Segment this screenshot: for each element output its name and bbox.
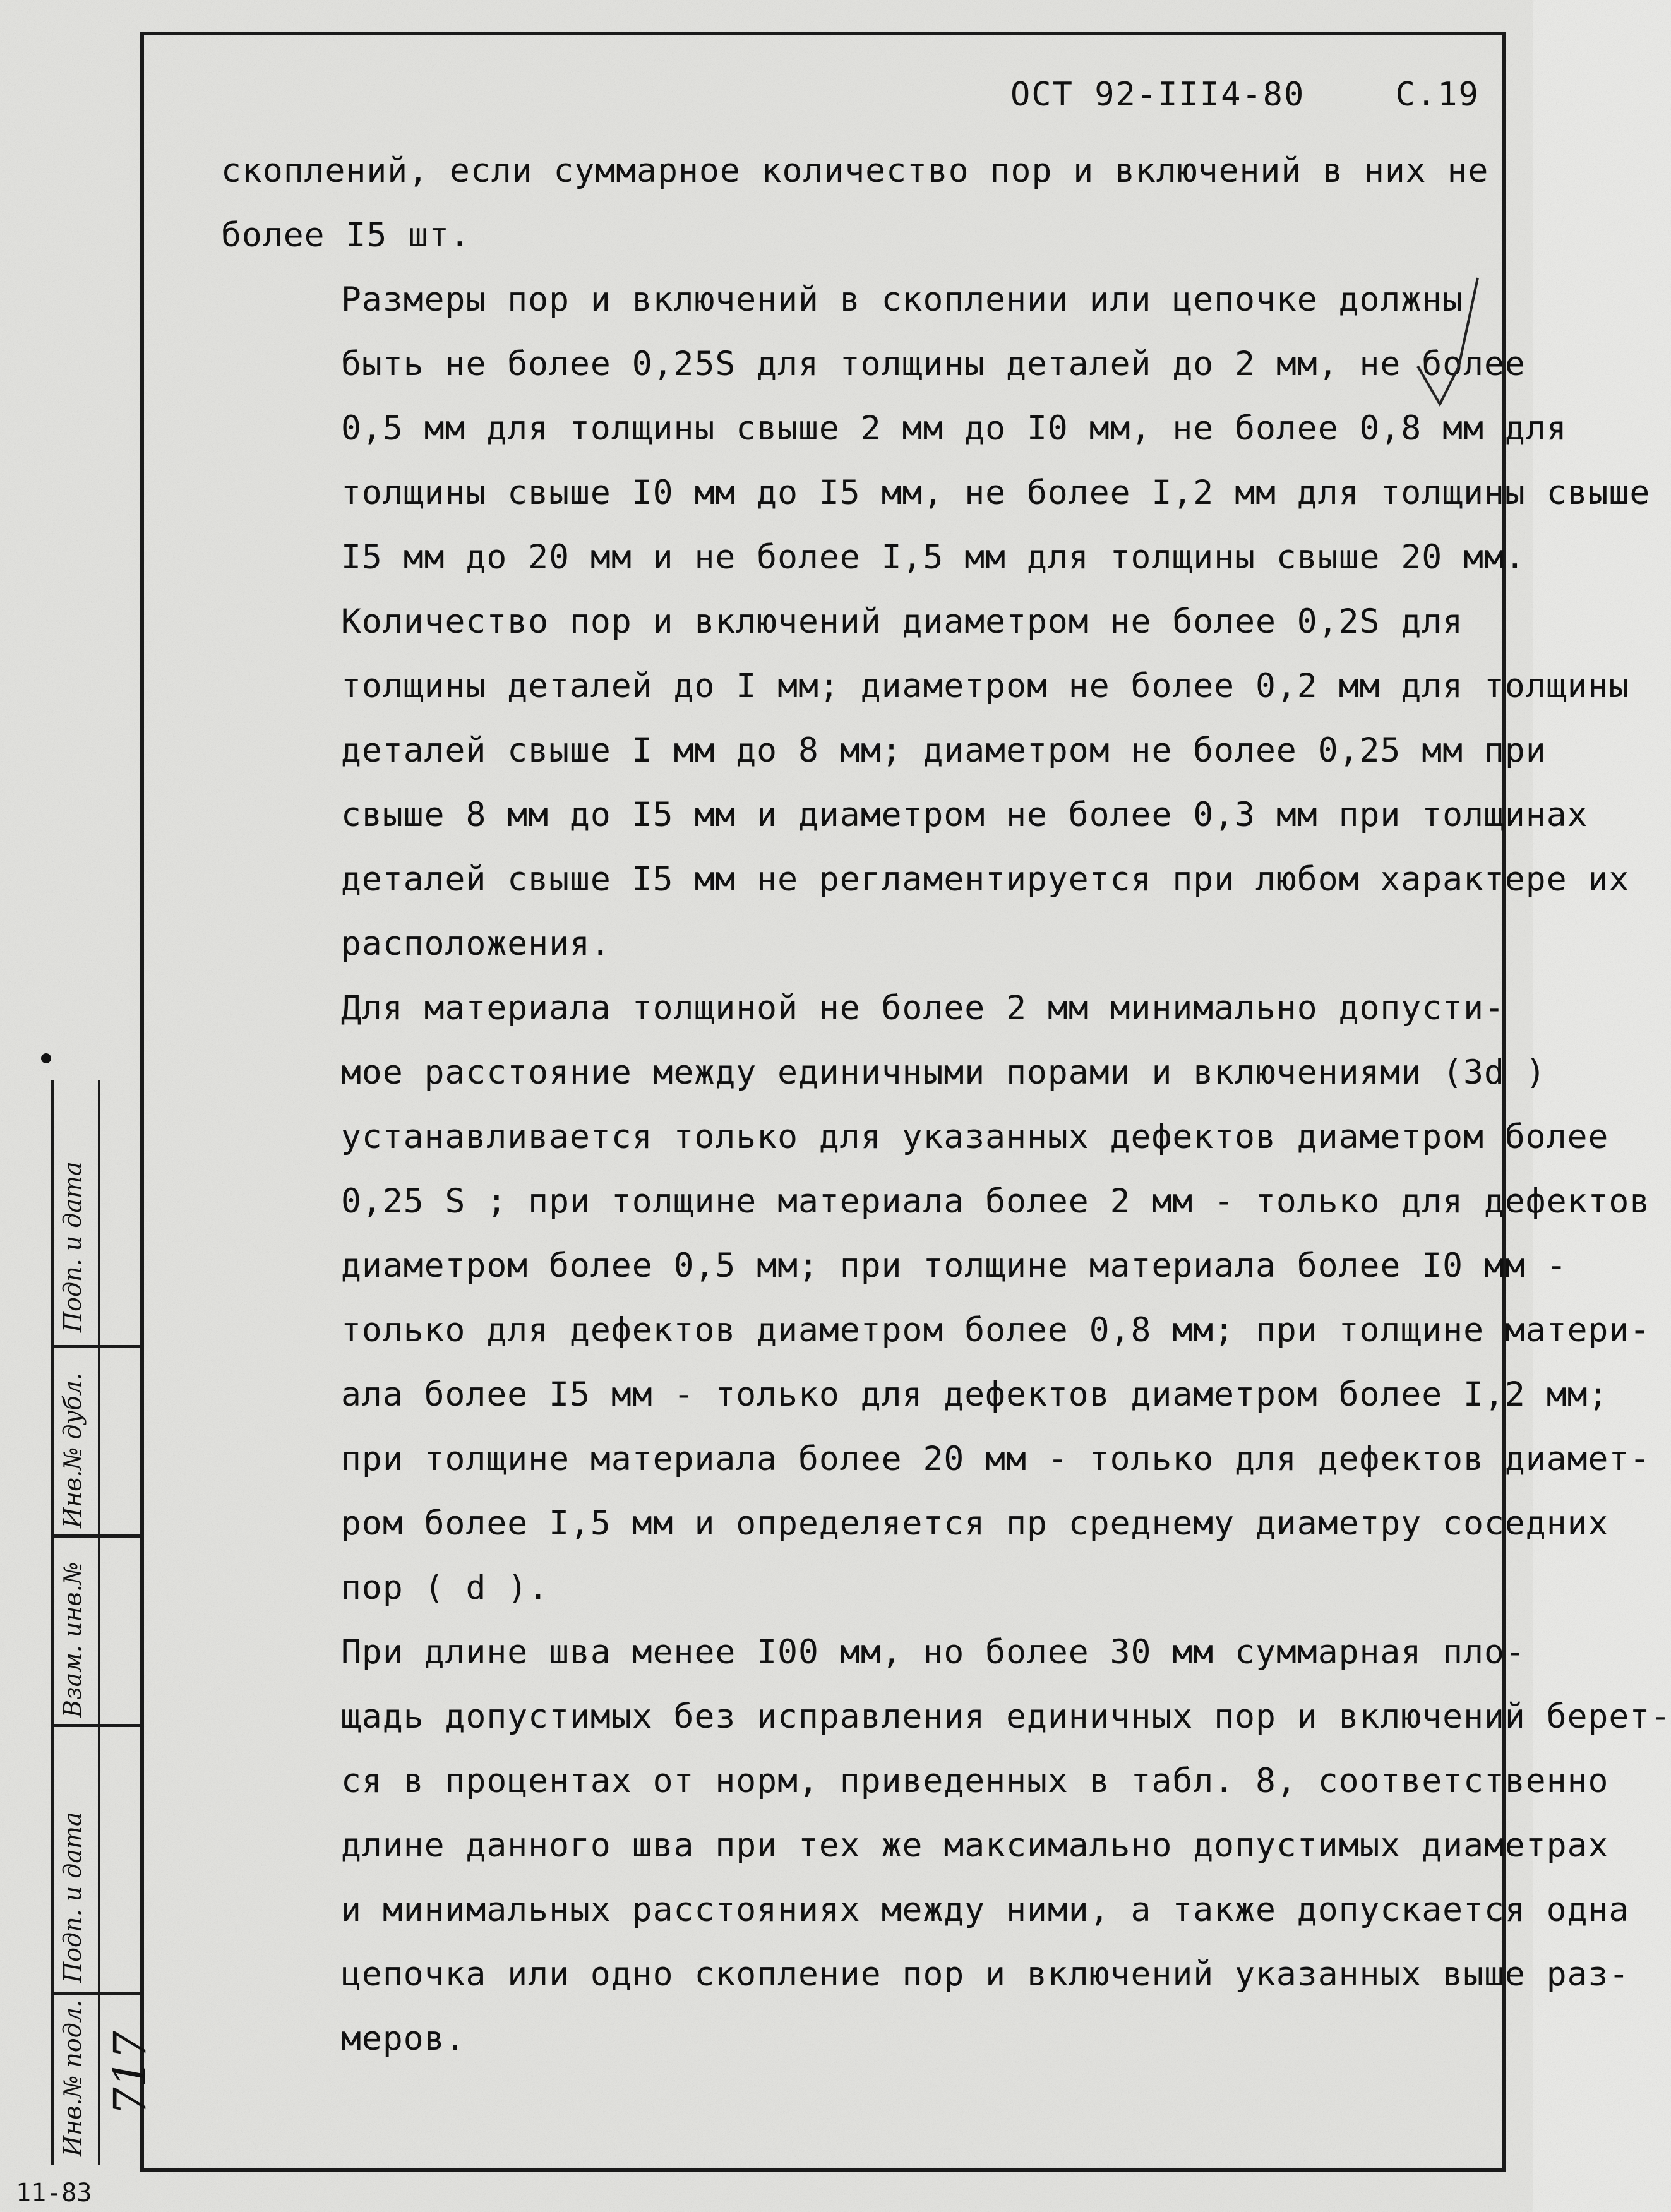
text-line: пор ( d ). <box>341 1569 549 1607</box>
text-line: При длине шва менее I00 мм, но более 30 мм суммарная пло- <box>341 1633 1526 1671</box>
check-mark-icon <box>1415 272 1484 438</box>
stamp-label-replace-inv: Взам. инв.№ <box>59 1562 87 1718</box>
stamp-cell-sign-date-2 <box>54 1727 143 1995</box>
text-line: более I5 шт. <box>221 216 470 254</box>
text-line: при толщине материала более 20 мм - только для дефектов диамет- <box>341 1440 1651 1478</box>
text-line: толщины свыше I0 мм до I5 мм, не более I,2 мм для толщины свыше <box>341 474 1651 512</box>
text-line: Для материала толщиной не более 2 мм минимально допусти- <box>341 989 1505 1027</box>
text-line: только для дефектов диаметром более 0,8 мм; при толщине матери- <box>341 1311 1651 1349</box>
text-line: I5 мм до 20 мм и не более I,5 мм для толщины свыше 20 мм. <box>341 538 1526 577</box>
margin-dot <box>41 1053 51 1063</box>
text-line: деталей свыше I5 мм не регламентируется при любом характере их <box>341 860 1630 899</box>
text-line: деталей свыше I мм до 8 мм; диаметром не более 0,25 мм при <box>341 731 1547 770</box>
text-line: расположения. <box>341 924 611 963</box>
stamp-label-sign-date-1: Подп. и дата <box>59 1161 87 1332</box>
text-line: скоплений, если суммарное количество пор и включений в них не <box>221 152 1489 190</box>
text-line: быть не более 0,25S для толщины деталей до 2 мм, не более <box>341 345 1526 383</box>
paragraph <box>221 590 1630 976</box>
stamp-cell-replace-inv <box>54 1538 143 1727</box>
text-line: меров. <box>341 2019 466 2058</box>
stamp-label-dup-inv: Инв.№ дубл. <box>59 1373 87 1528</box>
text-line: Количество пор и включений диаметром не более 0,2S для <box>341 602 1464 641</box>
stamp-label-orig-inv: Инв.№ подл. <box>59 1999 87 2156</box>
text-line: цепочка или одно скопление пор и включений указанных выше раз- <box>341 1955 1630 1994</box>
stamp-inv-value: 717 <box>104 2031 156 2115</box>
text-line: ся в процентах от норм, приведенных в табл. 8, соответственно <box>341 1762 1609 1800</box>
paragraph <box>221 976 1651 1620</box>
page-number: С.19 <box>1395 76 1480 114</box>
text-line: щадь допустимых без исправления единичных пор и включений берет- <box>341 1697 1671 1736</box>
stamp-cell-orig-inv <box>54 1995 156 2161</box>
stamp-cell-dup-inv <box>54 1348 143 1538</box>
stamp-cell-sign-date-1 <box>54 1080 143 1348</box>
footer-mark: 11-83 <box>16 2179 92 2208</box>
text-line: мое расстояние между единичными порами и включениями (3d ) <box>341 1053 1547 1092</box>
side-stamp <box>51 1080 156 2165</box>
paragraph <box>221 268 1651 590</box>
text-line: ром более I,5 мм и определяется пр среднему диаметру соседних <box>341 1504 1609 1543</box>
stamp-label-sign-date-2: Подп. и дата <box>59 1812 87 1983</box>
document-body <box>221 139 1671 2071</box>
text-line: длине данного шва при тех же максимально допустимых диаметрах <box>341 1826 1609 1865</box>
paragraph <box>221 139 1489 268</box>
text-line: свыше 8 мм до I5 мм и диаметром не более 0,3 мм при толщинах <box>341 796 1588 834</box>
text-line: Размеры пор и включений в скоплении или цепочке должны <box>341 280 1464 319</box>
text-line: устанавливается только для указанных дефектов диаметром более <box>341 1118 1609 1156</box>
text-line: 0,5 мм для толщины свыше 2 мм до I0 мм, не более 0,8 мм для <box>341 409 1567 448</box>
text-line: ала более I5 мм - только для дефектов диаметром более I,2 мм; <box>341 1375 1609 1414</box>
text-line: толщины деталей до I мм; диаметром не более 0,2 мм для толщины <box>341 667 1630 705</box>
document-code: ОСТ 92-III4-80 <box>1010 76 1305 114</box>
text-line: диаметром более 0,5 мм; при толщине материала более I0 мм - <box>341 1246 1567 1285</box>
text-line: и минимальных расстояниях между ними, а также допускается одна <box>341 1891 1630 1929</box>
text-line: 0,25 S ; при толщине материала более 2 мм - только для дефектов <box>341 1182 1651 1221</box>
page-header <box>1010 76 1480 114</box>
paragraph <box>221 1620 1671 2071</box>
